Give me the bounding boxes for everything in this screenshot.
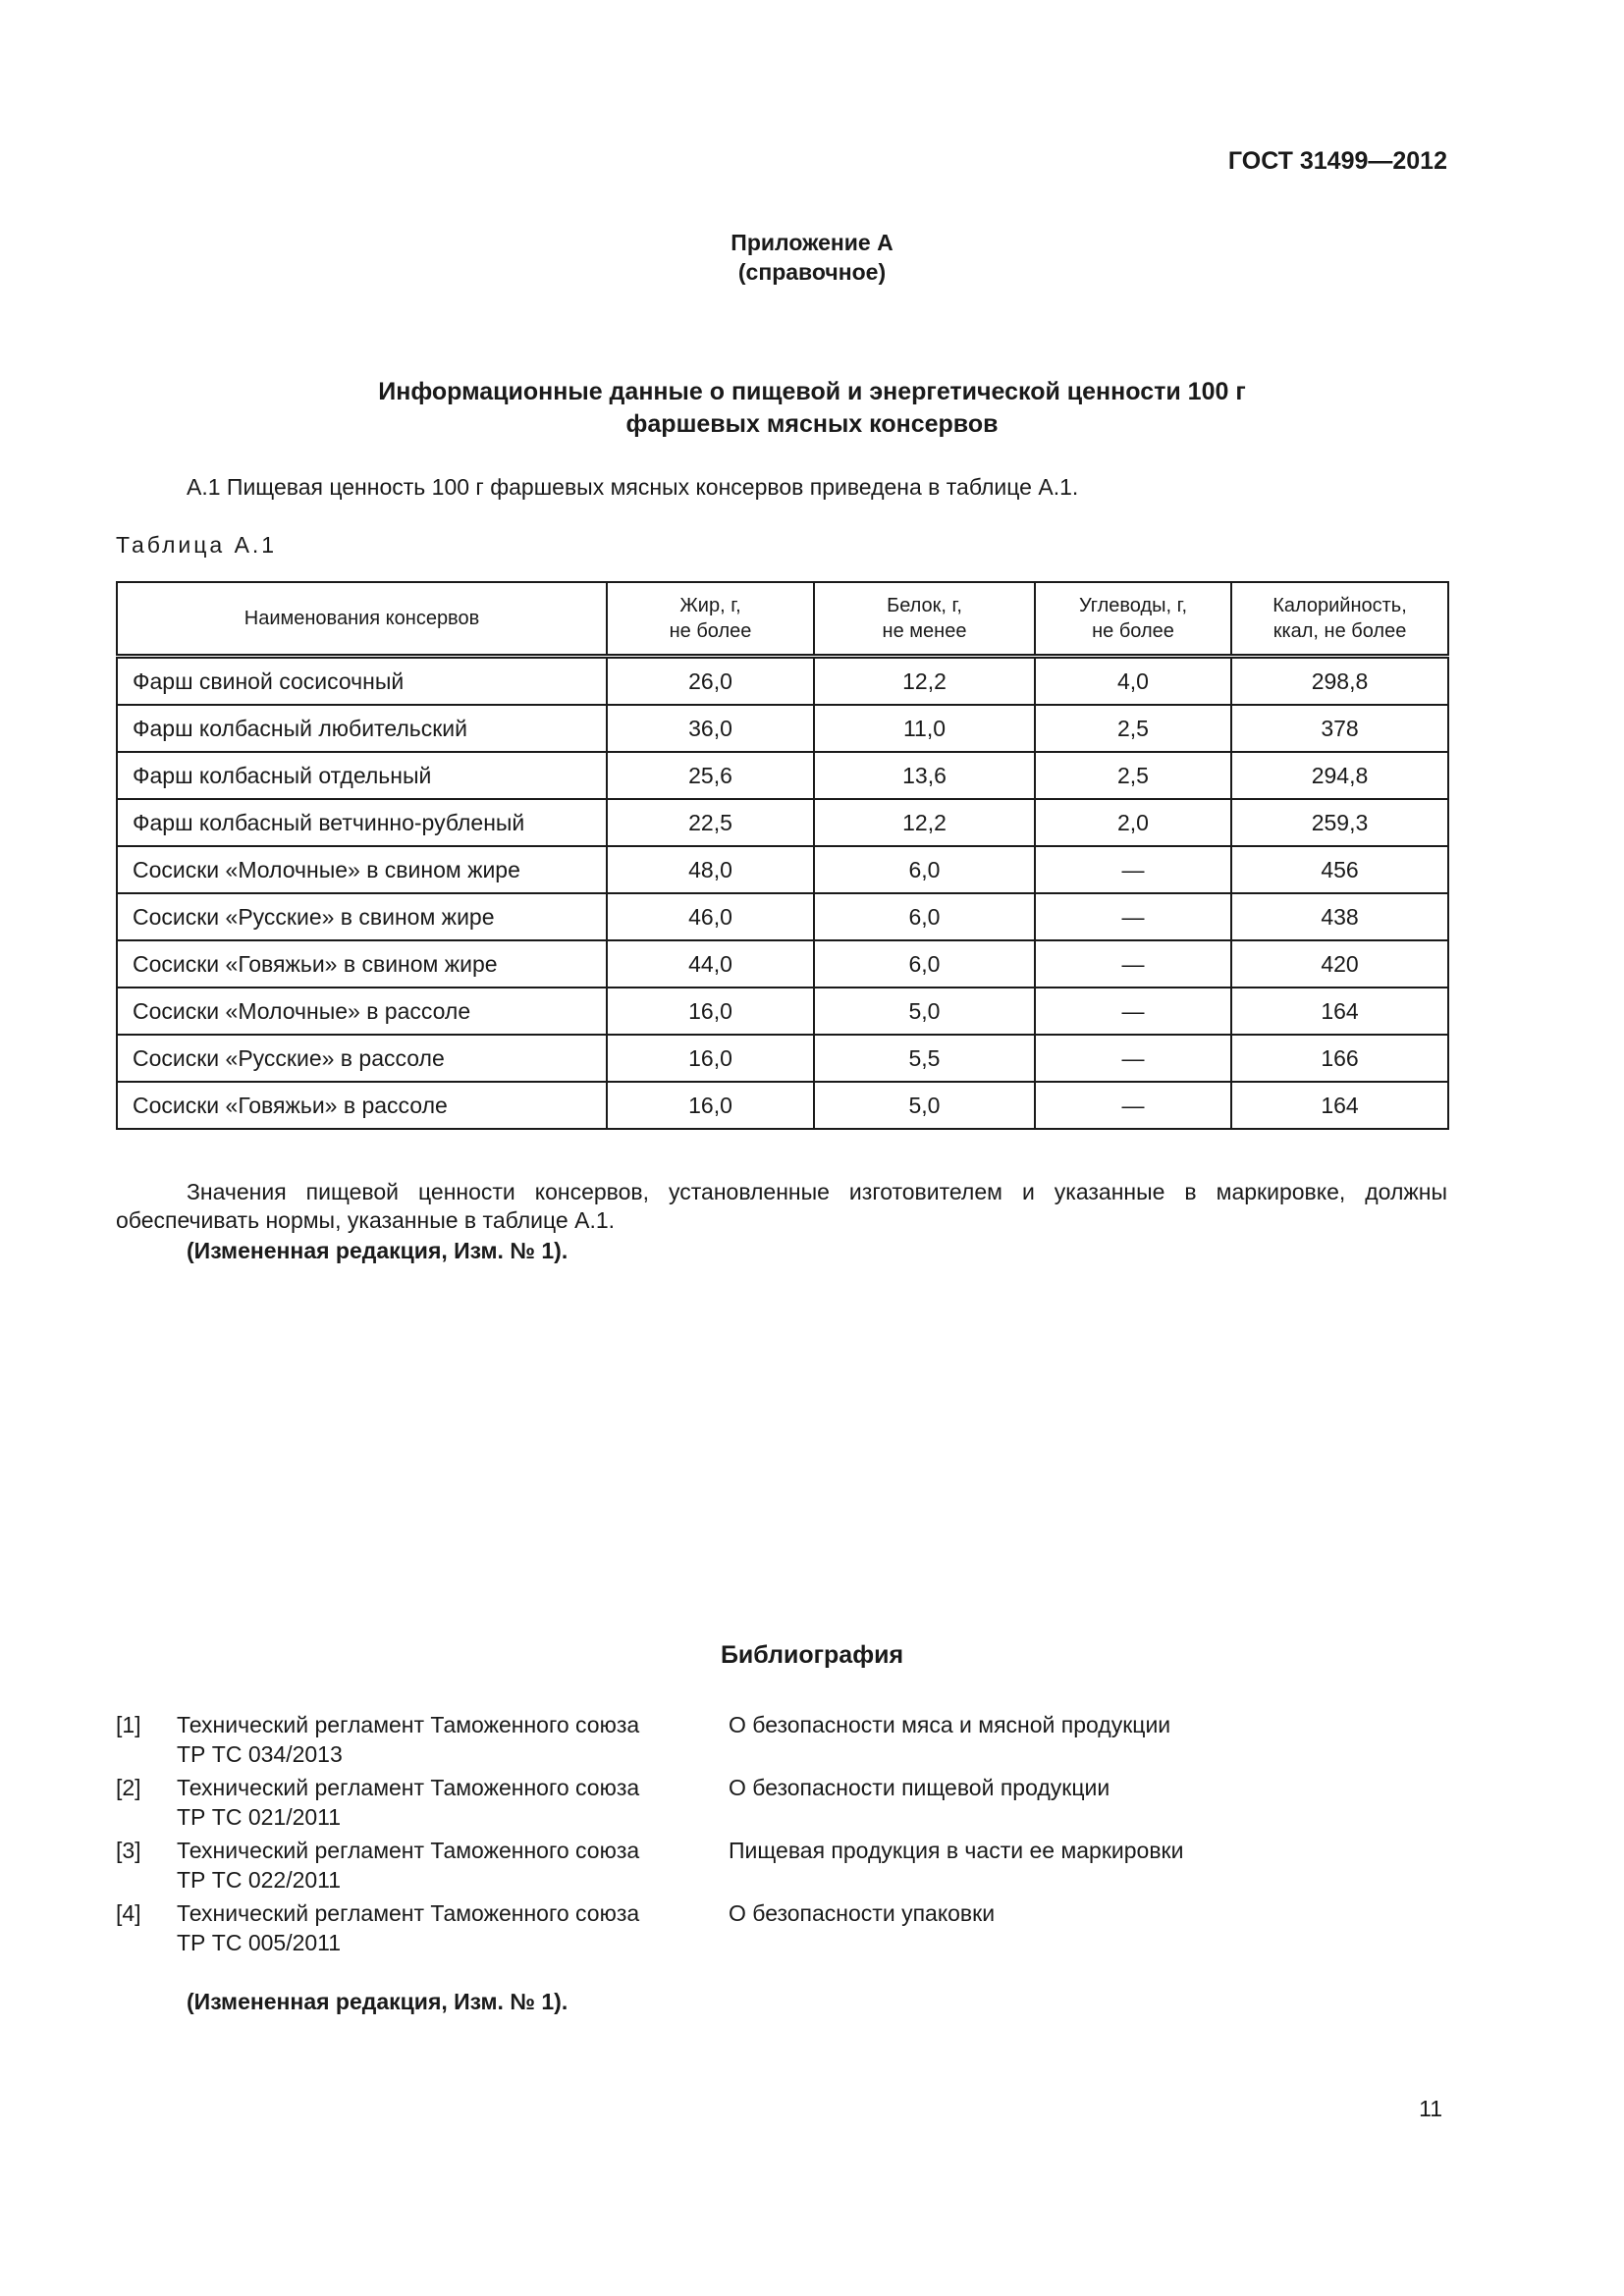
cell-calories: 259,3 bbox=[1231, 799, 1448, 846]
bibliography-document: Технический регламент Таможенного союза ТР ТС 021/2011 bbox=[177, 1775, 640, 1830]
table-row bbox=[117, 1082, 1448, 1129]
header-carbs: Углеводы, г, не более bbox=[1035, 582, 1231, 657]
cell-carbs: 2,5 bbox=[1035, 705, 1231, 752]
cell-fat: 36,0 bbox=[607, 705, 814, 752]
cell-carbs: — bbox=[1035, 1035, 1231, 1082]
bibliography-description: Пищевая продукция в части ее маркировки bbox=[729, 1838, 1184, 1863]
cell-calories: 438 bbox=[1231, 893, 1448, 940]
bibliography-list bbox=[116, 1710, 1451, 1961]
cell-product-name: Сосиски «Молочные» в свином жире bbox=[117, 846, 607, 893]
cell-calories: 456 bbox=[1231, 846, 1448, 893]
edition-note: (Измененная редакция, Изм. № 1). bbox=[187, 1989, 568, 2014]
cell-product-name: Сосиски «Молочные» в рассоле bbox=[117, 988, 607, 1035]
cell-product-name: Фарш свиной сосисочный bbox=[117, 657, 607, 706]
table-row bbox=[117, 846, 1448, 893]
bibliography-document: Технический регламент Таможенного союза ТР ТС 022/2011 bbox=[177, 1838, 640, 1893]
cell-product-name: Сосиски «Русские» в свином жире bbox=[117, 893, 607, 940]
bibliography-document: Технический регламент Таможенного союза ТР ТС 034/2013 bbox=[177, 1712, 640, 1767]
cell-carbs: — bbox=[1035, 1082, 1231, 1129]
cell-fat: 48,0 bbox=[607, 846, 814, 893]
table-row bbox=[117, 657, 1448, 706]
cell-calories: 166 bbox=[1231, 1035, 1448, 1082]
appendix-subtitle: (справочное) bbox=[737, 259, 887, 285]
bibliography-item bbox=[116, 1836, 1451, 1898]
bibliography-item bbox=[116, 1710, 1451, 1773]
cell-carbs: 2,0 bbox=[1035, 799, 1231, 846]
header-protein: Белок, г, не менее bbox=[814, 582, 1035, 657]
table-row bbox=[117, 893, 1448, 940]
appendix-heading bbox=[0, 228, 1624, 287]
appendix-title: Приложение А bbox=[731, 230, 893, 255]
cell-fat: 16,0 bbox=[607, 988, 814, 1035]
table-row bbox=[117, 752, 1448, 799]
cell-calories: 164 bbox=[1231, 988, 1448, 1035]
cell-calories: 164 bbox=[1231, 1082, 1448, 1129]
cell-product-name: Сосиски «Говяжьи» в свином жире bbox=[117, 940, 607, 988]
cell-carbs: — bbox=[1035, 846, 1231, 893]
cell-product-name: Фарш колбасный любительский bbox=[117, 705, 607, 752]
bibliography-document: Технический регламент Таможенного союза ТР ТС 005/2011 bbox=[177, 1900, 640, 1955]
note-paragraph: Значения пищевой ценности консервов, установленные изготовителем и указанные в маркировке, должны обеспечивать нормы, указанные в таблице А.1. bbox=[116, 1179, 1447, 1233]
cell-fat: 44,0 bbox=[607, 940, 814, 988]
table-row bbox=[117, 988, 1448, 1035]
bibliography-item bbox=[116, 1773, 1451, 1836]
cell-protein: 11,0 bbox=[814, 705, 1035, 752]
header-product-name: Наименования консервов bbox=[117, 582, 607, 657]
cell-protein: 5,0 bbox=[814, 988, 1035, 1035]
section-title-line-1: Информационные данные о пищевой и энергетической ценности 100 г bbox=[378, 378, 1246, 405]
section-title bbox=[0, 376, 1624, 441]
cell-calories: 420 bbox=[1231, 940, 1448, 988]
intro-paragraph: А.1 Пищевая ценность 100 г фаршевых мясных консервов приведена в таблице А.1. bbox=[187, 474, 1079, 500]
table-header-row bbox=[117, 582, 1448, 657]
cell-product-name: Фарш колбасный ветчинно-рубленый bbox=[117, 799, 607, 846]
cell-protein: 6,0 bbox=[814, 940, 1035, 988]
document-code: ГОСТ 31499—2012 bbox=[1227, 147, 1447, 175]
bibliography-number: [4] bbox=[116, 1900, 141, 1926]
bibliography-item bbox=[116, 1898, 1451, 1961]
table-row bbox=[117, 705, 1448, 752]
cell-carbs: — bbox=[1035, 940, 1231, 988]
edition-note: (Измененная редакция, Изм. № 1). bbox=[187, 1238, 568, 1263]
cell-protein: 5,0 bbox=[814, 1082, 1035, 1129]
table-row bbox=[117, 799, 1448, 846]
table-row bbox=[117, 940, 1448, 988]
cell-protein: 12,2 bbox=[814, 799, 1035, 846]
cell-protein: 5,5 bbox=[814, 1035, 1035, 1082]
nutrition-table bbox=[116, 581, 1449, 1130]
cell-protein: 12,2 bbox=[814, 657, 1035, 706]
page-number: 11 bbox=[1419, 2096, 1442, 2121]
table-row bbox=[117, 1035, 1448, 1082]
cell-calories: 378 bbox=[1231, 705, 1448, 752]
cell-fat: 22,5 bbox=[607, 799, 814, 846]
cell-fat: 46,0 bbox=[607, 893, 814, 940]
bibliography-description: О безопасности упаковки bbox=[729, 1900, 996, 1926]
section-title-line-2: фаршевых мясных консервов bbox=[625, 410, 999, 438]
cell-calories: 294,8 bbox=[1231, 752, 1448, 799]
cell-product-name: Сосиски «Говяжьи» в рассоле bbox=[117, 1082, 607, 1129]
header-fat: Жир, г, не более bbox=[607, 582, 814, 657]
cell-product-name: Фарш колбасный отдельный bbox=[117, 752, 607, 799]
cell-protein: 13,6 bbox=[814, 752, 1035, 799]
cell-carbs: — bbox=[1035, 893, 1231, 940]
bibliography-number: [2] bbox=[116, 1775, 141, 1800]
bibliography-description: О безопасности мяса и мясной продукции bbox=[729, 1712, 1171, 1737]
cell-fat: 16,0 bbox=[607, 1035, 814, 1082]
cell-carbs: — bbox=[1035, 988, 1231, 1035]
bibliography-number: [1] bbox=[116, 1712, 141, 1737]
cell-calories: 298,8 bbox=[1231, 657, 1448, 706]
cell-product-name: Сосиски «Русские» в рассоле bbox=[117, 1035, 607, 1082]
cell-fat: 25,6 bbox=[607, 752, 814, 799]
bibliography-description: О безопасности пищевой продукции bbox=[729, 1775, 1110, 1800]
header-calories: Калорийность, ккал, не более bbox=[1231, 582, 1448, 657]
cell-protein: 6,0 bbox=[814, 846, 1035, 893]
bibliography-title: Библиография bbox=[720, 1641, 904, 1669]
cell-fat: 26,0 bbox=[607, 657, 814, 706]
cell-carbs: 2,5 bbox=[1035, 752, 1231, 799]
bibliography-number: [3] bbox=[116, 1838, 141, 1863]
cell-fat: 16,0 bbox=[607, 1082, 814, 1129]
table-caption: Таблица А.1 bbox=[116, 532, 278, 558]
cell-protein: 6,0 bbox=[814, 893, 1035, 940]
cell-carbs: 4,0 bbox=[1035, 657, 1231, 706]
